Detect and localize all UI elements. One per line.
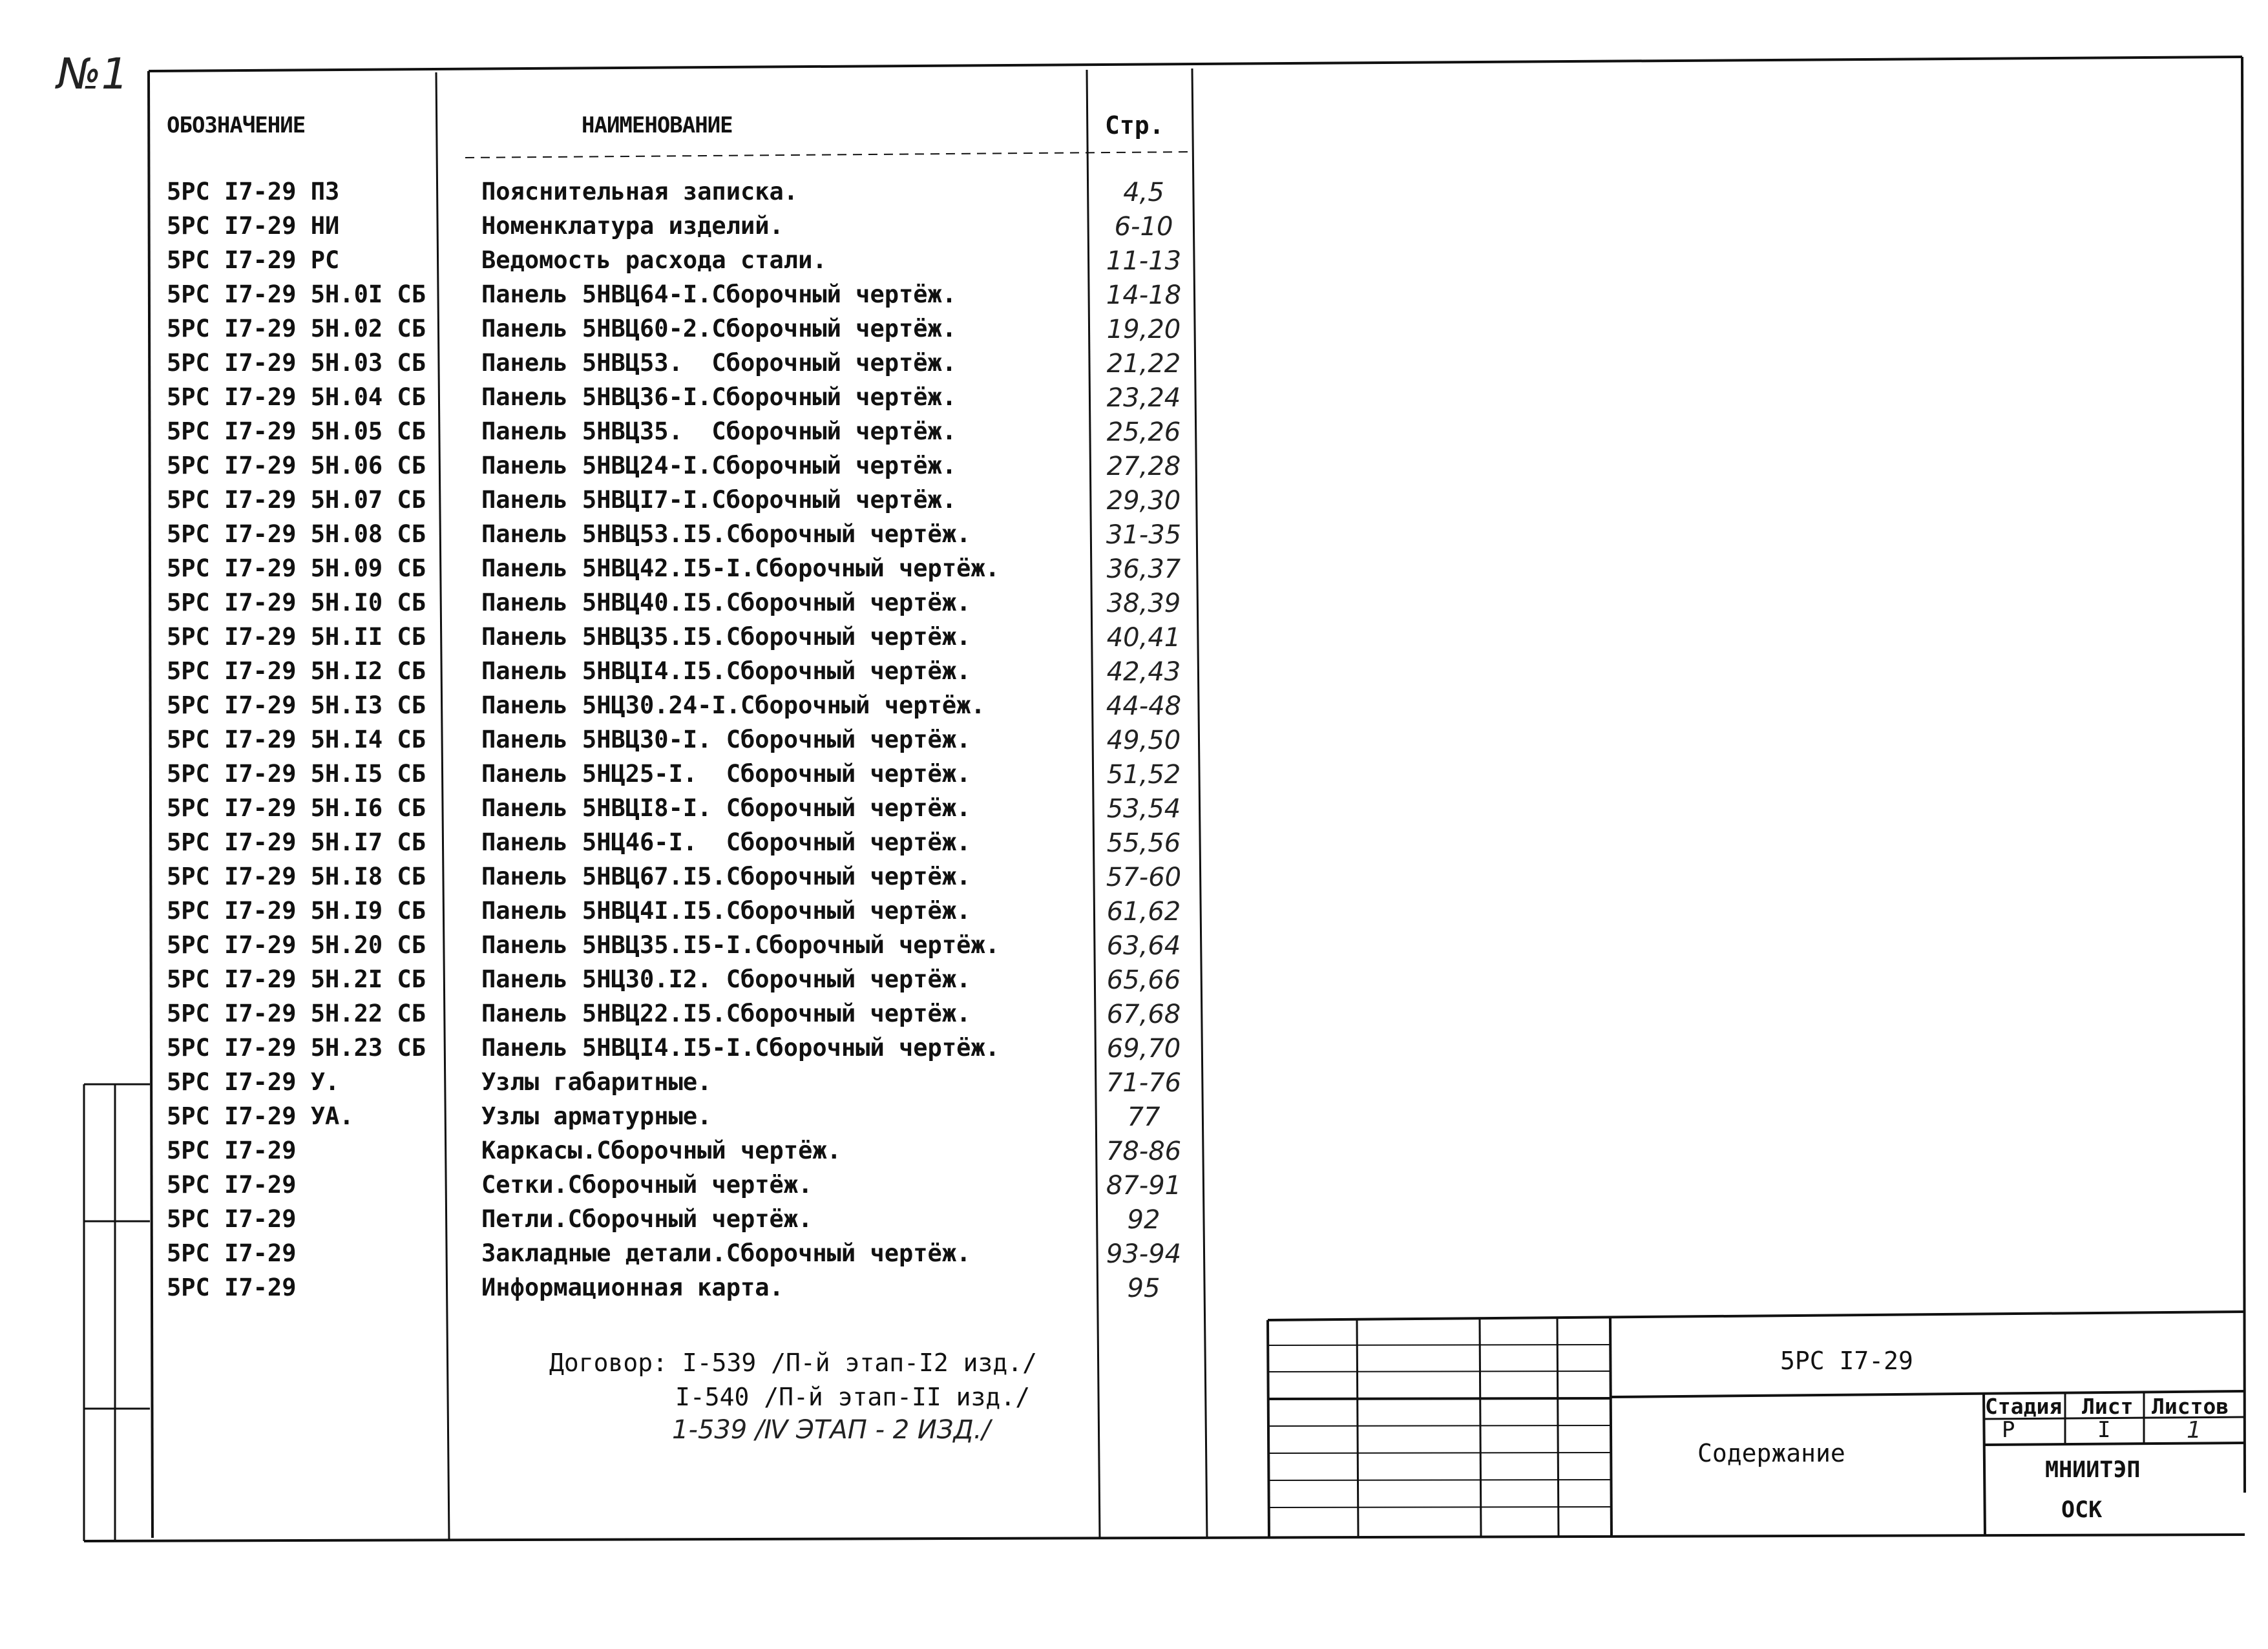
item-code: 5РС I7-29 5Н.02 СБ [167,315,426,342]
item-code: 5РС I7-29 5Н.I4 СБ [167,726,426,753]
list-item [0,1000,1195,1034]
sheet-number-note: №1 [57,49,129,99]
item-page: 69,70 [1106,1034,1181,1064]
item-page: 92 [1127,1205,1160,1235]
item-page: 87-91 [1106,1171,1182,1201]
item-name: Информационная карта. [481,1274,784,1301]
title-block-document-code: 5РС I7-29 [1780,1347,1913,1375]
item-code: 5РС I7-29 5Н.I2 СБ [167,657,426,685]
item-code: 5РС I7-29 [167,1205,297,1233]
item-name: Панель 5НВЦ35.I5-I.Сборочный чертёж. [481,931,1000,959]
item-name: Панель 5НВЦ35. Сборочный чертёж. [481,417,957,445]
item-code: 5РС I7-29 [167,1274,297,1301]
item-code: 5РС I7-29 5Н.2I СБ [167,965,426,993]
item-name: Панель 5НЦ25-I. Сборочный чертёж. [481,760,971,788]
item-page: 25,26 [1106,417,1181,447]
item-page: 55,56 [1106,828,1181,858]
item-code: 5РС I7-29 5Н.0I СБ [167,280,426,308]
list-item [0,246,1195,280]
list-item [0,1102,1195,1137]
item-name: Панель 5НВЦI8-I. Сборочный чертёж. [481,794,971,822]
title-block-sheets-value: 1 [2187,1417,2201,1444]
item-code: 5РС I7-29 5Н.09 СБ [167,554,426,582]
list-item [0,383,1195,417]
list-item [0,760,1195,794]
item-page: 49,50 [1106,726,1181,755]
item-code: 5РС I7-29 5Н.II СБ [167,623,426,651]
list-item [0,486,1195,520]
item-code: 5РС I7-29 5Н.20 СБ [167,931,426,959]
item-code: 5РС I7-29 У. [167,1068,340,1096]
item-page: 77 [1127,1102,1160,1132]
item-name: Панель 5НВЦI4.I5.Сборочный чертёж. [481,657,971,685]
contract-line-1: Договор: I-539 /П-й этап-I2 изд./ [549,1349,1037,1377]
contract-line-3-handwritten: 1-539 /Ⅳ ЭТАП - 2 ИЗД./ [672,1415,991,1445]
list-item [0,1068,1195,1102]
item-code: 5РС I7-29 НИ [167,212,340,240]
item-page: 65,66 [1106,965,1181,995]
item-code: 5РС I7-29 5Н.I8 СБ [167,863,426,890]
title-block-stage-value: Р [2002,1417,2015,1443]
item-name: Панель 5НВЦ67.I5.Сборочный чертёж. [481,863,971,890]
list-item [0,452,1195,486]
item-page: 29,30 [1106,486,1181,516]
list-item [0,691,1195,726]
item-name: Узлы арматурные. [481,1102,712,1130]
item-code: 5РС I7-29 5Н.05 СБ [167,417,426,445]
header-name: НАИМЕНОВАНИЕ [582,112,733,138]
item-code: 5РС I7-29 5Н.03 СБ [167,349,426,377]
item-page: 11-13 [1106,246,1182,276]
item-name: Номенклатура изделий. [481,212,784,240]
item-page: 57-60 [1106,863,1182,892]
item-page: 42,43 [1106,657,1181,687]
list-item [0,349,1195,383]
item-page: 14-18 [1106,280,1182,310]
item-code: 5РС I7-29 5Н.04 СБ [167,383,426,411]
item-page: 21,22 [1106,349,1181,379]
list-item [0,178,1195,212]
item-page: 19,20 [1106,315,1181,344]
list-item [0,1239,1195,1274]
item-code: 5РС I7-29 5Н.23 СБ [167,1034,426,1062]
item-name: Пояснительная записка. [481,178,799,205]
list-item [0,212,1195,246]
item-page: 36,37 [1106,554,1181,584]
title-block-sheet-label: Лист [2082,1394,2134,1419]
title-block-sheet-value: I [2097,1417,2111,1443]
list-item [0,794,1195,828]
item-name: Панель 5НВЦ53. Сборочный чертёж. [481,349,957,377]
list-item [0,1274,1195,1308]
list-item [0,965,1195,1000]
item-name: Панель 5НВЦ35.I5.Сборочный чертёж. [481,623,971,651]
list-item [0,315,1195,349]
item-page: 27,28 [1106,452,1181,481]
list-item [0,1137,1195,1171]
item-name: Панель 5НВЦ40.I5.Сборочный чертёж. [481,589,971,616]
item-name: Узлы габаритные. [481,1068,712,1096]
list-item [0,1034,1195,1068]
item-name: Панель 5НВЦI7-I.Сборочный чертёж. [481,486,957,514]
item-page: 53,54 [1106,794,1181,824]
item-code: 5РС I7-29 ПЗ [167,178,340,205]
item-page: 44-48 [1106,691,1182,721]
item-page: 67,68 [1106,1000,1181,1029]
list-item [0,828,1195,863]
item-code: 5РС I7-29 5Н.08 СБ [167,520,426,548]
title-block-title: Содержание [1697,1439,1845,1467]
item-code: 5РС I7-29 5Н.I3 СБ [167,691,426,719]
item-page: 51,52 [1106,760,1181,790]
item-code: 5РС I7-29 5Н.I6 СБ [167,794,426,822]
item-page: 31-35 [1106,520,1182,550]
list-item [0,863,1195,897]
item-name: Панель 5НВЦ22.I5.Сборочный чертёж. [481,1000,971,1027]
item-page: 4,5 [1123,178,1164,207]
title-block-organization: МНИИТЭП [2045,1457,2141,1483]
item-name: Панель 5НВЦ4I.I5.Сборочный чертёж. [481,897,971,925]
item-page: 93-94 [1106,1239,1182,1269]
title-block-stage-label: Стадия [1985,1394,2063,1419]
item-code: 5РС I7-29 УА. [167,1102,354,1130]
item-name: Панель 5НЦ30.I2. Сборочный чертёж. [481,965,971,993]
list-item [0,280,1195,315]
item-code: 5РС I7-29 5Н.I9 СБ [167,897,426,925]
item-name: Ведомость расхода стали. [481,246,827,274]
list-item [0,520,1195,554]
item-name: Панель 5НВЦ60-2.Сборочный чертёж. [481,315,957,342]
list-item [0,417,1195,452]
item-name: Закладные детали.Сборочный чертёж. [481,1239,971,1267]
item-page: 6-10 [1114,212,1173,242]
item-page: 95 [1127,1274,1160,1303]
title-block-sheets-label: Листов [2152,1394,2229,1419]
item-code: 5РС I7-29 5Н.06 СБ [167,452,426,479]
item-code: 5РС I7-29 [167,1239,297,1267]
item-code: 5РС I7-29 РС [167,246,340,274]
list-item [0,931,1195,965]
list-item [0,1171,1195,1205]
item-name: Каркасы.Сборочный чертёж. [481,1137,841,1164]
item-name: Панель 5НВЦ42.I5-I.Сборочный чертёж. [481,554,1000,582]
list-item [0,1205,1195,1239]
item-name: Сетки.Сборочный чертёж. [481,1171,813,1199]
item-name: Панель 5НВЦ53.I5.Сборочный чертёж. [481,520,971,548]
list-item [0,897,1195,931]
item-page: 78-86 [1106,1137,1182,1166]
item-page: 40,41 [1106,623,1181,653]
list-item [0,623,1195,657]
item-name: Панель 5НВЦ24-I.Сборочный чертёж. [481,452,957,479]
item-name: Петли.Сборочный чертёж. [481,1205,813,1233]
item-code: 5РС I7-29 5Н.07 СБ [167,486,426,514]
item-code: 5РС I7-29 5Н.I5 СБ [167,760,426,788]
header-page: Стр. [1105,111,1164,140]
item-code: 5РС I7-29 [167,1137,297,1164]
header-designation: ОБОЗНАЧЕНИЕ [167,112,306,138]
item-code: 5РС I7-29 5Н.I0 СБ [167,589,426,616]
item-name: Панель 5НЦ30.24-I.Сборочный чертёж. [481,691,985,719]
item-code: 5РС I7-29 5Н.I7 СБ [167,828,426,856]
item-page: 38,39 [1106,589,1181,618]
item-name: Панель 5НВЦ36-I.Сборочный чертёж. [481,383,957,411]
contract-line-2: I-540 /П-й этап-II изд./ [675,1383,1031,1411]
list-item [0,726,1195,760]
item-name: Панель 5НВЦ64-I.Сборочный чертёж. [481,280,957,308]
item-code: 5РС I7-29 5Н.22 СБ [167,1000,426,1027]
item-page: 23,24 [1106,383,1181,413]
item-code: 5РС I7-29 [167,1171,297,1199]
item-name: Панель 5НВЦ30-I. Сборочный чертёж. [481,726,971,753]
list-item [0,657,1195,691]
item-name: Панель 5НВЦI4.I5-I.Сборочный чертёж. [481,1034,1000,1062]
list-item [0,554,1195,589]
item-page: 71-76 [1106,1068,1182,1098]
item-page: 61,62 [1106,897,1181,927]
item-name: Панель 5НЦ46-I. Сборочный чертёж. [481,828,971,856]
item-page: 63,64 [1106,931,1181,961]
title-block-department: ОСК [2061,1497,2103,1523]
list-item [0,589,1195,623]
